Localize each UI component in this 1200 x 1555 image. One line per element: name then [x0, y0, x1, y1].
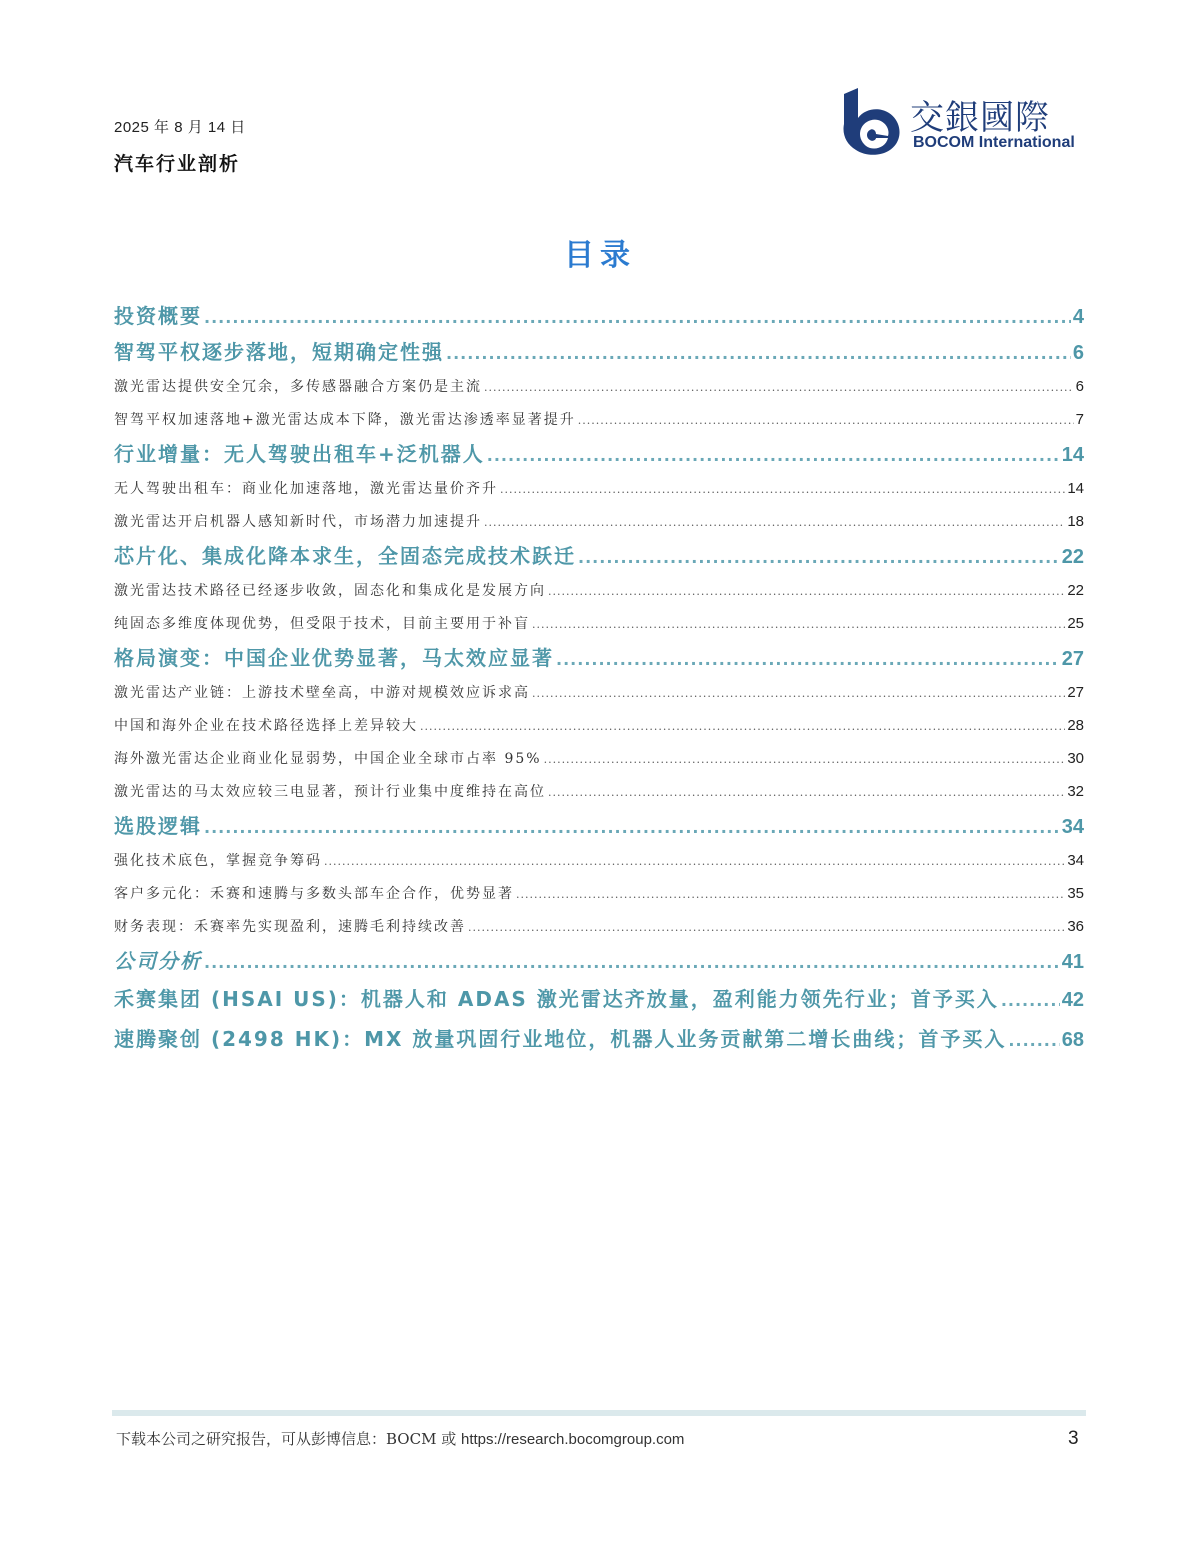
dot-leader: [204, 810, 1060, 844]
toc-entry-company[interactable]: [114, 1019, 1084, 1059]
toc-entry-page: 42: [1061, 989, 1084, 1011]
toc-entry[interactable]: [114, 877, 1084, 910]
toc-entry-page: 22: [1067, 582, 1084, 599]
logo-english-name: BOCOM International: [913, 134, 1075, 151]
toc-entry-page: 6: [1075, 378, 1084, 395]
toc-entry-page: 27: [1067, 684, 1084, 701]
bocom-logo: [838, 88, 1088, 158]
toc-entry-company[interactable]: [114, 979, 1084, 1019]
toc-entry-label: 禾赛集团 (HSAI US)：机器人和 ADAS 激光雷达齐放量，盈利能力领先行业；首予买入: [114, 987, 999, 1011]
toc-entry-label: 中国和海外企业在技术路径选择上差异较大: [114, 718, 418, 734]
toc-entry[interactable]: [114, 472, 1084, 505]
dot-leader: [484, 506, 1065, 538]
toc-entry-label: 纯固态多维度体现优势，但受限于技术，目前主要用于补盲: [114, 616, 530, 632]
toc-entry[interactable]: [114, 505, 1084, 538]
dot-leader: [324, 845, 1065, 877]
toc-entry-page: 35: [1067, 885, 1084, 902]
toc-entry[interactable]: [114, 574, 1084, 607]
toc-entry[interactable]: [114, 538, 1084, 574]
dot-leader: [532, 677, 1065, 709]
dot-leader: [578, 540, 1060, 574]
toc-entry-page: 25: [1067, 615, 1084, 632]
toc-entry[interactable]: [114, 742, 1084, 775]
toc-entry-label: 格局演变：中国企业优势显著，马太效应显著: [114, 646, 554, 670]
dot-leader: [420, 710, 1065, 742]
toc-entry-page: 27: [1061, 648, 1084, 670]
table-of-contents: [114, 298, 1084, 1059]
toc-entry-page: 30: [1067, 750, 1084, 767]
toc-entry-label: 激光雷达技术路径已经逐步收敛，固态化和集成化是发展方向: [114, 583, 546, 599]
toc-entry-label: 速腾聚创 (2498 HK)：MX 放量巩固行业地位，机器人业务贡献第二增长曲线；首予买入: [114, 1027, 1007, 1051]
dot-leader: [487, 438, 1060, 472]
toc-entry-page: 32: [1067, 783, 1084, 800]
toc-entry-label: 智驾平权加速落地+激光雷达成本下降，激光雷达渗透率显著提升: [114, 412, 576, 428]
dot-leader: [578, 404, 1074, 436]
page-number: 3: [1068, 1428, 1079, 1449]
logo-chinese-name: 交銀國際: [910, 98, 1050, 138]
toc-entry[interactable]: [114, 775, 1084, 808]
report-header: [114, 116, 246, 176]
footer-divider: [112, 1410, 1086, 1416]
toc-entry[interactable]: [114, 844, 1084, 877]
toc-entry[interactable]: [114, 334, 1084, 370]
toc-entry[interactable]: [114, 403, 1084, 436]
toc-entry-page: 4: [1072, 306, 1084, 328]
report-sector: 汽车行业剖析: [114, 153, 241, 175]
toc-entry[interactable]: [114, 640, 1084, 676]
dot-leader: [532, 608, 1065, 640]
toc-entry-label: 激光雷达提供安全冗余，多传感器融合方案仍是主流: [114, 379, 482, 395]
toc-entry-label: 激光雷达的马太效应较三电显著，预计行业集中度维持在高位: [114, 784, 546, 800]
toc-entry[interactable]: [114, 910, 1084, 943]
toc-entry-label: 无人驾驶出租车：商业化加速落地，激光雷达量价齐升: [114, 481, 498, 497]
dot-leader: [204, 945, 1060, 979]
toc-entry-label: 智驾平权逐步落地，短期确定性强: [114, 340, 444, 364]
footer-note-text: 下载本公司之研究报告，可从彭博信息：BOCM 或: [116, 1430, 461, 1448]
toc-entry[interactable]: [114, 436, 1084, 472]
toc-entry-page: 14: [1061, 444, 1084, 466]
toc-entry-page: 36: [1067, 918, 1084, 935]
toc-entry-page: 22: [1061, 546, 1084, 568]
toc-entry-label: 投资概要: [114, 304, 202, 328]
dot-leader: [500, 473, 1065, 505]
toc-entry-page: 34: [1067, 852, 1084, 869]
toc-entry-page: 7: [1075, 411, 1084, 428]
toc-entry-label: 选股逻辑: [114, 814, 202, 838]
toc-entry-page: 34: [1061, 816, 1084, 838]
toc-entry-page: 28: [1067, 717, 1084, 734]
toc-entry[interactable]: [114, 607, 1084, 640]
toc-entry-page: 68: [1061, 1029, 1084, 1051]
dot-leader: [548, 776, 1065, 808]
dot-leader: [544, 743, 1066, 775]
dot-leader: [548, 575, 1065, 607]
toc-entry-label: 激光雷达开启机器人感知新时代，市场潜力加速提升: [114, 514, 482, 530]
toc-entry[interactable]: [114, 943, 1084, 979]
toc-entry-label: 海外激光雷达企业商业化显弱势，中国企业全球市占率 95%: [114, 751, 542, 767]
toc-title: 目录: [564, 238, 636, 273]
toc-entry-label: 财务表现：禾赛率先实现盈利，速腾毛利持续改善: [114, 919, 466, 935]
report-date: 2025 年 8 月 14 日: [114, 119, 246, 136]
dot-leader: [468, 911, 1065, 943]
toc-entry[interactable]: [114, 709, 1084, 742]
toc-entry-label: 客户多元化：禾赛和速腾与多数头部车企合作，优势显著: [114, 886, 514, 902]
toc-entry-page: 6: [1072, 342, 1084, 364]
dot-leader: [204, 300, 1071, 334]
toc-entry-page: 18: [1067, 513, 1084, 530]
dot-leader: [516, 878, 1065, 910]
toc-entry[interactable]: [114, 808, 1084, 844]
toc-entry[interactable]: [114, 370, 1084, 403]
footer-download-note: [116, 1428, 684, 1449]
toc-entry[interactable]: [114, 298, 1084, 334]
dot-leader: [556, 642, 1060, 676]
toc-entry-page: 41: [1061, 951, 1084, 973]
dot-leader: [484, 371, 1074, 403]
toc-entry-label: 公司分析: [114, 949, 202, 973]
toc-entry-page: 14: [1067, 480, 1084, 497]
dot-leader: [1008, 1021, 1059, 1059]
dot-leader: [446, 336, 1071, 370]
dot-leader: [1001, 981, 1060, 1019]
bocom-logo-icon: [838, 88, 906, 158]
toc-entry-label: 激光雷达产业链：上游技术壁垒高，中游对规模效应诉求高: [114, 685, 530, 701]
toc-entry-label: 芯片化、集成化降本求生，全固态完成技术跃迁: [114, 544, 576, 568]
footer-url-link[interactable]: https://research.bocomgroup.com: [460, 1431, 685, 1448]
toc-entry-label: 行业增量：无人驾驶出租车+泛机器人: [114, 442, 485, 466]
toc-entry[interactable]: [114, 676, 1084, 709]
toc-entry-label: 强化技术底色，掌握竞争筹码: [114, 853, 322, 869]
